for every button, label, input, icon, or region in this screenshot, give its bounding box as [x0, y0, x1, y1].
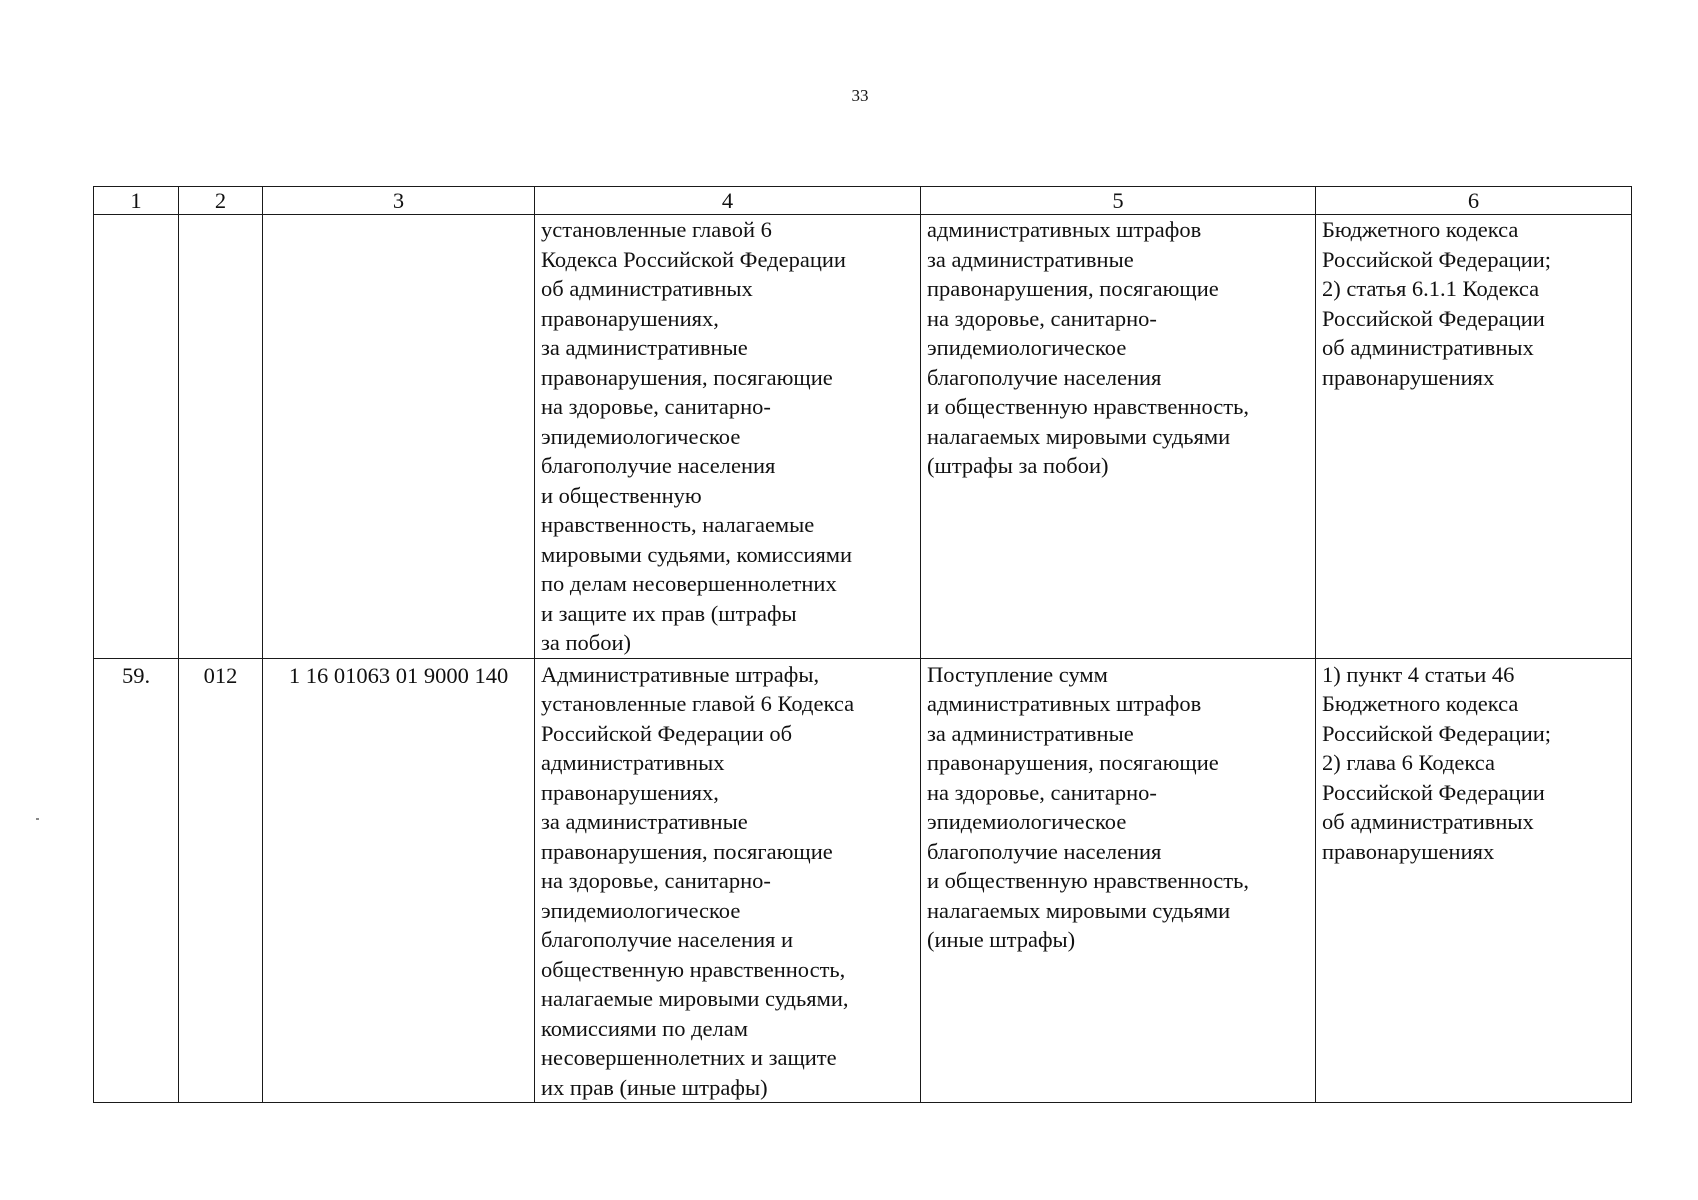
table-row — [94, 658, 1632, 1103]
income-name-cell: установленные главой 6 Кодекса Российской Федерации об административных правонарушениях, за административные правонарушения, посягающие на здоровье, санитарно- эпидемиологическое благополучие населения и общественную нравственность, налагаемые мировыми судьями, комиссиями по делам несовершеннолетних и защите их прав (штрафы за побои) — [535, 215, 921, 659]
column-header-4: 4 — [535, 187, 921, 215]
kbk-code-cell — [263, 215, 535, 659]
column-header-2: 2 — [179, 187, 263, 215]
table-header-row — [94, 187, 1632, 215]
column-header-1: 1 — [94, 187, 179, 215]
kbk-code-cell: 1 16 01063 01 9000 140 — [263, 658, 535, 1103]
table-row — [94, 215, 1632, 659]
budget-classification-table — [93, 186, 1632, 1103]
page-number: 33 — [851, 86, 869, 105]
legal-basis-cell: 1) пункт 4 статьи 46 Бюджетного кодекса Российской Федерации; 2) глава 6 Кодекса Российской Федерации об административных правонарушениях — [1316, 658, 1632, 1103]
column-header-5: 5 — [921, 187, 1316, 215]
column-header-6: 6 — [1316, 187, 1632, 215]
column-header-3: 3 — [263, 187, 535, 215]
legal-basis-cell: Бюджетного кодекса Российской Федерации; 2) статья 6.1.1 Кодекса Российской Федерации об административных правонарушениях — [1316, 215, 1632, 659]
income-description-cell: административных штрафов за административные правонарушения, посягающие на здоровье, санитарно- эпидемиологическое благополучие населения и общественную нравственность, налагаемых мировыми судьями (штрафы за побои) — [921, 215, 1316, 659]
admin-code-cell: 012 — [179, 658, 263, 1103]
row-number-cell — [94, 215, 179, 659]
scan-artifact — [36, 818, 39, 820]
admin-code-cell — [179, 215, 263, 659]
income-name-cell: Административные штрафы, установленные главой 6 Кодекса Российской Федерации об административных правонарушениях, за административные правонарушения, посягающие на здоровье, санитарно- эпидемиологическое благополучие населения и общественную нравственность, налагаемые мировыми судьями, комиссиями по делам несовершеннолетних и защите их прав (иные штрафы) — [535, 658, 921, 1103]
income-description-cell: Поступление сумм административных штрафов за административные правонарушения, посягающие на здоровье, санитарно- эпидемиологическое благополучие населения и общественную нравственность, налагаемых мировыми судьями (иные штрафы) — [921, 658, 1316, 1103]
row-number-cell: 59. — [94, 658, 179, 1103]
